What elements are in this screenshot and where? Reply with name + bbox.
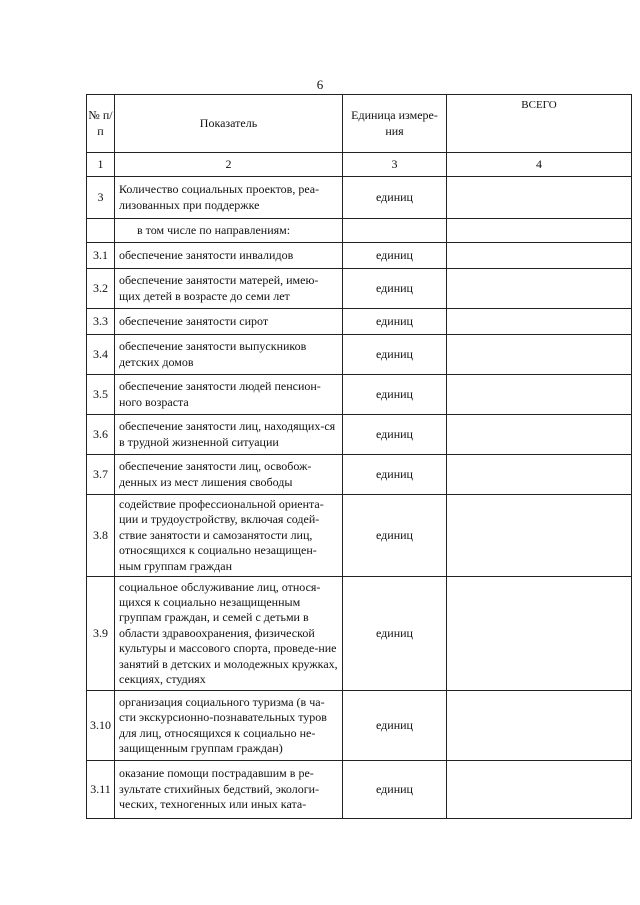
row-total <box>447 691 632 761</box>
row-total <box>447 335 632 375</box>
table-row <box>87 455 632 495</box>
row-unit: единиц <box>343 415 447 455</box>
table-header-row <box>87 95 632 153</box>
row-unit <box>343 219 447 243</box>
table-row <box>87 375 632 415</box>
row-indicator: обеспечение занятости инвалидов <box>115 243 343 269</box>
row-num: 3 <box>87 177 115 219</box>
row-total <box>447 375 632 415</box>
row-indicator: социальное обслуживание лиц, относя-щихся к социально незащищенным группам граждан, и семей с детьми в области здравоохранения, физической культуры и массового спорта, проведе-ние занятий в детских и молодежных кружках, секциях, студиях <box>115 577 343 691</box>
table-row <box>87 335 632 375</box>
row-num: 3.4 <box>87 335 115 375</box>
row-unit: единиц <box>343 455 447 495</box>
row-indicator: содействие профессиональной ориента-ции и трудоустройству, включая содей-ствие занятости и самозанятости лиц, относящихся к социально незащищен-ным группам граждан <box>115 495 343 577</box>
row-total <box>447 219 632 243</box>
table-row <box>87 761 632 819</box>
column-number: 1 <box>87 153 115 177</box>
column-number: 4 <box>447 153 632 177</box>
row-indicator: оказание помощи пострадавшим в ре-зультате стихийных бедствий, экологи-ческих, техногенных или иных ката- <box>115 761 343 819</box>
row-unit: единиц <box>343 243 447 269</box>
row-total <box>447 495 632 577</box>
row-indicator: обеспечение занятости лиц, освобож-денных из мест лишения свободы <box>115 455 343 495</box>
indicators-table <box>86 94 632 819</box>
table-row <box>87 577 632 691</box>
row-num: 3.6 <box>87 415 115 455</box>
header-total: ВСЕГО <box>447 95 632 153</box>
row-unit: единиц <box>343 309 447 335</box>
table-row <box>87 219 632 243</box>
row-unit: единиц <box>343 691 447 761</box>
row-indicator: обеспечение занятости выпускников детских домов <box>115 335 343 375</box>
row-unit: единиц <box>343 577 447 691</box>
row-total <box>447 577 632 691</box>
row-num: 3.1 <box>87 243 115 269</box>
row-total <box>447 761 632 819</box>
column-numbers-row <box>87 153 632 177</box>
row-num <box>87 219 115 243</box>
column-number: 2 <box>115 153 343 177</box>
row-unit: единиц <box>343 335 447 375</box>
row-indicator: обеспечение занятости сирот <box>115 309 343 335</box>
row-indicator: в том числе по направлениям: <box>115 219 343 243</box>
row-total <box>447 415 632 455</box>
row-num: 3.2 <box>87 269 115 309</box>
row-indicator: организация социального туризма (в ча-сти экскурсионно-познавательных туров для лиц, относящихся к социально не-защищенным группам граждан) <box>115 691 343 761</box>
table-row <box>87 177 632 219</box>
header-unit: Единица измере-ния <box>343 95 447 153</box>
row-total <box>447 177 632 219</box>
row-indicator: обеспечение занятости лиц, находящих-ся в трудной жизненной ситуации <box>115 415 343 455</box>
row-unit: единиц <box>343 269 447 309</box>
row-num: 3.3 <box>87 309 115 335</box>
table-row <box>87 243 632 269</box>
header-indicator: Показатель <box>115 95 343 153</box>
row-num: 3.9 <box>87 577 115 691</box>
header-num: № п/п <box>87 95 115 153</box>
table-row <box>87 415 632 455</box>
column-number: 3 <box>343 153 447 177</box>
table-row <box>87 691 632 761</box>
row-total <box>447 455 632 495</box>
row-unit: единиц <box>343 375 447 415</box>
row-num: 3.7 <box>87 455 115 495</box>
row-unit: единиц <box>343 495 447 577</box>
row-indicator: Количество социальных проектов, реа-лизованных при поддержке <box>115 177 343 219</box>
row-num: 3.10 <box>87 691 115 761</box>
row-total <box>447 243 632 269</box>
table-row <box>87 269 632 309</box>
row-num: 3.11 <box>87 761 115 819</box>
row-num: 3.5 <box>87 375 115 415</box>
row-total <box>447 269 632 309</box>
row-indicator: обеспечение занятости матерей, имею-щих детей в возрасте до семи лет <box>115 269 343 309</box>
page-number: 6 <box>316 77 324 92</box>
row-total <box>447 309 632 335</box>
row-indicator: обеспечение занятости людей пенсион-ного возраста <box>115 375 343 415</box>
table-row <box>87 309 632 335</box>
table-row <box>87 495 632 577</box>
row-num: 3.8 <box>87 495 115 577</box>
row-unit: единиц <box>343 761 447 819</box>
row-unit: единиц <box>343 177 447 219</box>
